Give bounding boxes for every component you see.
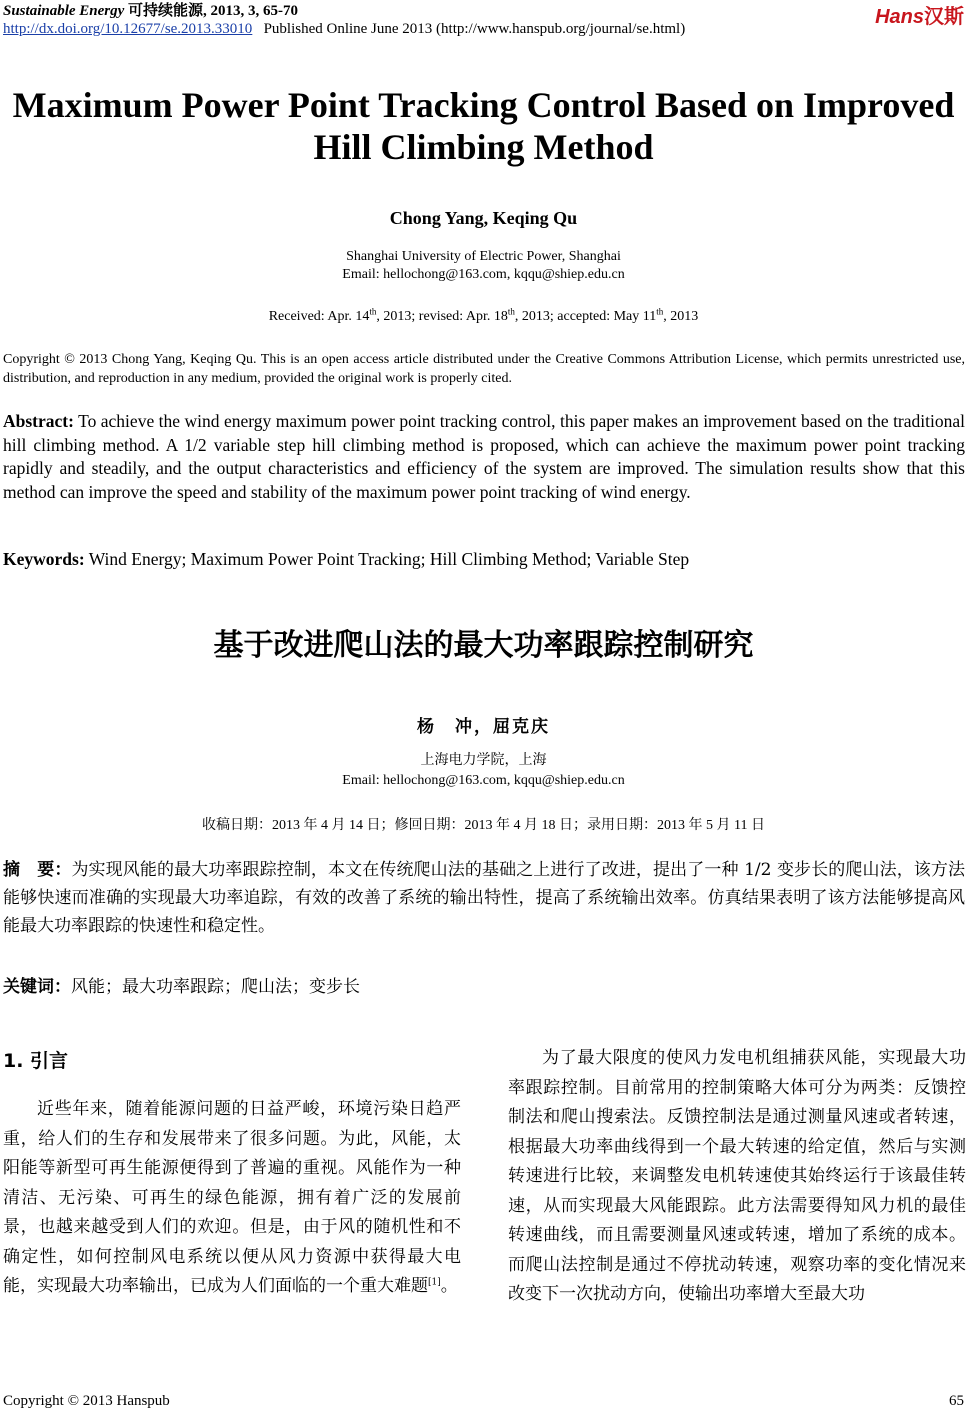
- journal-header: [3, 2, 685, 38]
- cn-keywords-text: 风能；最大功率跟踪；爬山法；变步长: [71, 977, 360, 997]
- cn-dates: 收稿日期：2013 年 4 月 14 日；修回日期：2013 年 4 月 18 日；录用日期：2013 年 5 月 11 日: [202, 818, 765, 833]
- footer-copyright: Copyright © 2013 Hanspub: [3, 1393, 170, 1409]
- cn-title: 基于改进爬山法的最大功率跟踪控制研究: [213, 628, 754, 663]
- journal-citation: [3, 2, 685, 20]
- sup-accepted: th: [656, 306, 664, 317]
- keywords-text: Wind Energy; Maximum Power Point Tracking; Hill Climbing Method; Variable Step: [84, 549, 690, 569]
- cn-affiliation: 上海电力学院，上海: [420, 753, 547, 768]
- logo-en: Hans: [875, 6, 924, 28]
- doi-link[interactable]: http://dx.doi.org/10.12677/se.2013.33010: [3, 21, 253, 37]
- cn-abstract-label: 摘 要：: [3, 860, 72, 880]
- abstract-text: To achieve the wind energy maximum power point tracking control, this paper makes an improvement based on the traditional hill climbing method. A 1/2 variable step hill climbing method is proposed, which can achieve the maximum power point tracking rapidly and steadily, and the output characteristics and efficiency of the system are improved. The simulation results show that this method can improve the speed and stability of the maximum power point tracking of wind energy.: [3, 411, 965, 502]
- right-column-text: 为了最大限度的使风力发电机组捕获风能，实现最大功率跟踪控制。目前常用的控制策略大体可分为两类：反馈控制法和爬山搜索法。反馈控制法是通过测量风速或者转速，根据最大功率曲线得到一个最大转速的给定值，然后与实测转速进行比较，来调整发电机转速使其始终运行于该最佳转速，从而实现最大风能跟踪。此方法需要得知风力机的最佳转速曲线，而且需要测量风速或转速，增加了系统的成本。而爬山法控制是通过不停扰动转速，观察功率的变化情况来改变下一次扰动方向，使输出功率增大至最大功: [508, 1048, 966, 1304]
- abstract-label: Abstract:: [3, 411, 74, 431]
- keywords-label: Keywords:: [3, 549, 85, 569]
- sup-received: th: [369, 306, 377, 317]
- journal-name: Sustainable Energy: [3, 3, 125, 19]
- affiliation-block: [0, 248, 967, 284]
- logo-cn: 汉斯: [924, 6, 964, 28]
- date-revised: , 2013; revised: Apr. 18: [376, 309, 508, 324]
- cn-email: Email: hellochong@163.com, kqqu@shiep.edu.cn: [342, 773, 625, 788]
- email: Email: hellochong@163.com, kqqu@shiep.edu.cn: [342, 267, 625, 282]
- citation-ref[interactable]: [1]: [428, 1277, 441, 1288]
- doi-line: [3, 20, 685, 38]
- authors: Chong Yang, Keqing Qu: [389, 208, 578, 228]
- received-dates: [0, 306, 967, 325]
- keywords: [3, 548, 965, 571]
- cn-authors: 杨 冲，屈克庆: [417, 717, 550, 737]
- journal-cn-citation: 可持续能源, 2013, 3, 65-70: [124, 3, 299, 19]
- intro-paragraph-1-end: 。: [440, 1276, 458, 1296]
- page-number: 65: [949, 1393, 964, 1409]
- date-received: Received: Apr. 14: [268, 309, 370, 324]
- cn-affiliation-block: [0, 751, 967, 791]
- cn-keywords-label: 关键词：: [3, 977, 71, 997]
- copyright-notice: Copyright © 2013 Chong Yang, Keqing Qu. This is an open access article distributed under the Creative Commons Attribution License, which permits unrestricted use, distribution, and reproduction in any medium, provided the original work is properly cited.: [3, 352, 965, 386]
- affiliation: Shanghai University of Electric Power, Shanghai: [346, 249, 621, 264]
- cn-abstract-text: 为实现风能的最大功率跟踪控制，本文在传统爬山法的基础之上进行了改进，提出了一种 1/2 变步长的爬山法，该方法能够快速而准确的实现最大功率追踪，有效的改善了系统的输出特性，提高了系统输出效率。仿真结果表明了该方法能够提高风能最大功率跟踪的快速性和稳定性。: [3, 860, 966, 936]
- abstract: [3, 410, 965, 504]
- sup-revised: th: [507, 306, 515, 317]
- hans-logo: [875, 0, 964, 29]
- cn-keywords: [3, 972, 965, 997]
- published-online: Published Online June 2013 (http://www.hanspub.org/journal/se.html): [263, 21, 686, 37]
- cn-abstract: [3, 856, 965, 940]
- paper-title: Maximum Power Point Tracking Control Based on Improved Hill Climbing Method: [12, 85, 955, 167]
- left-column-text: [3, 1095, 461, 1302]
- date-accepted: , 2013; accepted: May 11: [514, 309, 657, 324]
- section-heading: 1. 引言: [3, 1050, 69, 1072]
- intro-paragraph-1: 近些年来，随着能源问题的日益严峻，环境污染日趋严重，给人们的生存和发展带来了很多问题。为此，风能，太阳能等新型可再生能源便得到了普遍的重视。风能作为一种清洁、无污染、可再生的绿色能源，拥有着广泛的发展前景，也越来越受到人们的欢迎。但是，由于风的随机性和不确定性，如何控制风电系统以便从风力资源中获得最大电能，实现最大功率输出，已成为人们面临的一个重大难题: [3, 1099, 461, 1296]
- date-tail: , 2013: [663, 309, 699, 324]
